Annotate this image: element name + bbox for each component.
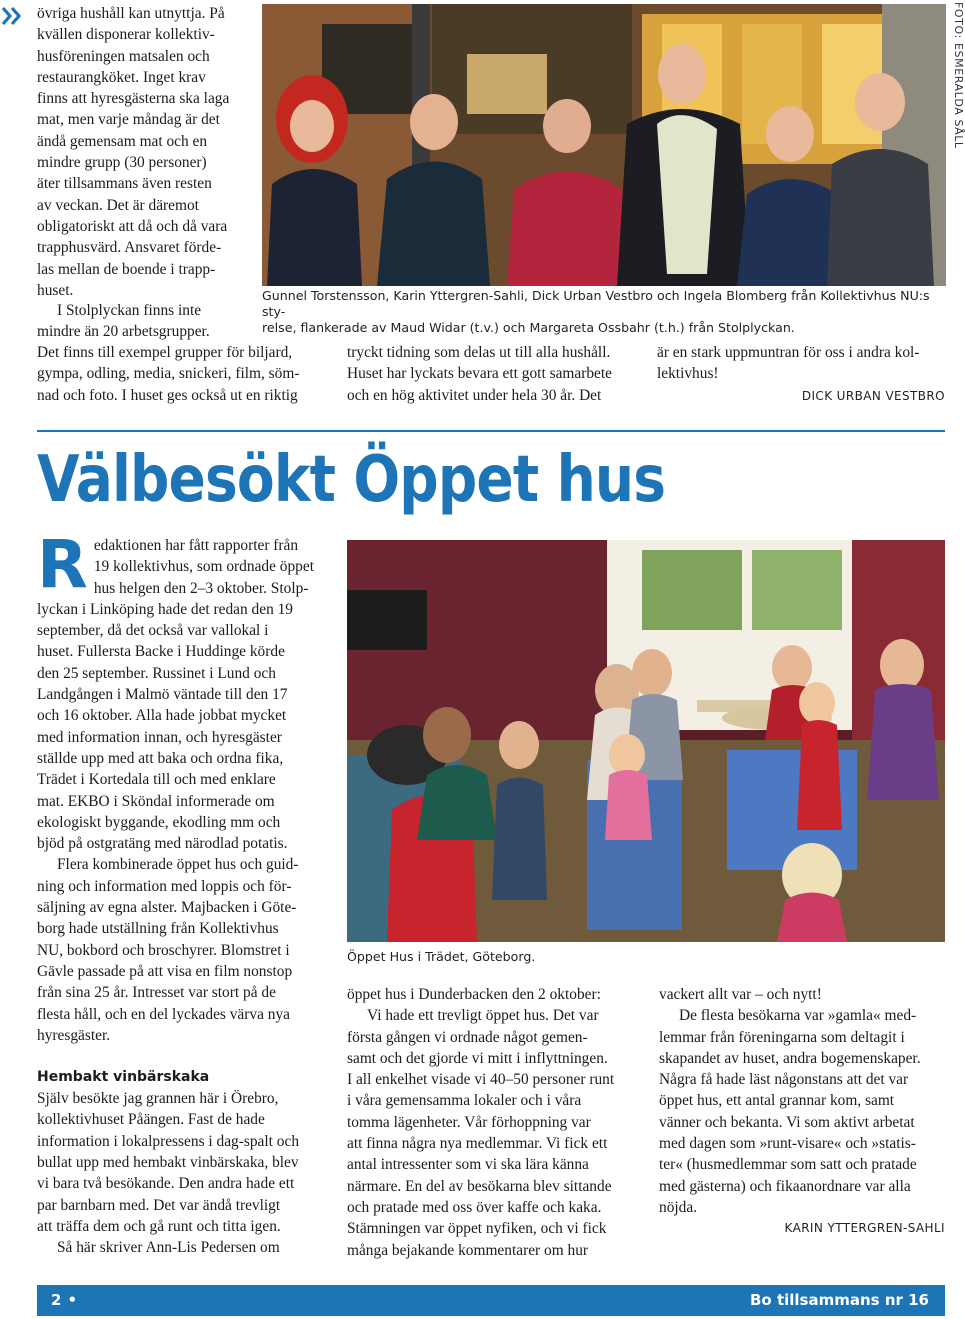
text-line: nöjda. (659, 1198, 698, 1216)
text-line: säljning av egna alster. Majbacken i Göte- (37, 899, 297, 917)
text-line: lyckan i Linköping hade det redan den 19 (37, 600, 294, 618)
text-line: är en stark uppmuntran för oss i andra kol- (657, 344, 920, 361)
text-line: trapphusvärd. Ansvaret förde- (37, 239, 222, 257)
text-line: edaktionen har fått rapporter från (93, 537, 299, 554)
text-line: tryckt tidning som delas ut till alla hushåll. (347, 344, 611, 361)
text-line: vackert allt var – och nytt! (659, 986, 822, 1003)
text-line: från sina 25 år. Intresset var stort på de (37, 984, 276, 1002)
text-line: ter« (husmedlemmar som satt och pratade (659, 1156, 917, 1174)
text-line: Flera kombinerade öppet hus och guid- (57, 856, 299, 874)
text-line: med gästerna) och fikaanordnare var alla (659, 1177, 911, 1195)
page-number: 2 (51, 1291, 62, 1309)
text-line: i våra gemensamma lokaler och i våra (347, 1092, 582, 1110)
top-col1-lines (37, 3, 243, 301)
text-line: med dagen som »runt-visare« och »statis- (659, 1135, 916, 1153)
top-col2-lines (347, 342, 642, 406)
group-photo-caption (262, 288, 946, 336)
headline-rule (37, 430, 945, 432)
group-photo-caption-line-1: Gunnel Torstensson, Karin Yttergren-Sahli, Dick Urban Vestbro och Ingela Blomberg från Kollektivhus NU:s sty- (262, 288, 930, 319)
text-line: ändå gemensam mat och en (37, 132, 208, 150)
text-line: Vi hade ett trevligt öppet hus. Det var (367, 1007, 599, 1025)
text-line: med information innan, och hyresgäster (37, 728, 282, 746)
top-col1-wide-lines (37, 342, 327, 406)
text-line: huset. Fullersta Backe i Huddinge körde (37, 643, 285, 661)
article-column-3 (659, 984, 945, 1218)
text-line: borg hade utställning från Kollektivhus (37, 920, 279, 938)
text-line: vänner och bekanta. Vi som aktivt arbetat (659, 1113, 915, 1131)
article-column-1 (37, 526, 323, 1259)
text-line: I Stolplyckan finns inte (57, 302, 202, 319)
top-col3-lines (657, 342, 947, 385)
article-col2-paragraph-2 (347, 1005, 634, 1261)
drop-cap: R (37, 526, 88, 603)
article-col1-paragraph-4: Så här skriver Ann-Lis Pedersen om (57, 1239, 280, 1257)
text-line: I all enkelhet visade vi 40–50 personer runt (347, 1071, 615, 1089)
text-line: gympa, odling, media, snickeri, film, söm- (37, 365, 300, 383)
text-line: Huset har lyckats bevara ett gott samarbete (347, 365, 612, 383)
text-line: Landgången i Malmö väntade till den 17 (37, 686, 288, 704)
article-col1-paragraph-2 (37, 854, 323, 1046)
text-line: husföreningen matsalen och (37, 47, 210, 65)
text-line: lektivhus! (657, 365, 719, 383)
text-line: 19 kollektivhus, som ordnade öppet (93, 558, 314, 576)
text-line: och 16 oktober. Alla hade jobbat mycket (37, 707, 287, 725)
text-line: att träffa dem och gå runt och titta igen. (37, 1217, 281, 1235)
text-line: Stämningen var öppet nyfiken, och vi fick (347, 1220, 607, 1238)
page-footer (37, 1285, 945, 1316)
text-line: par barnbarn med. Det var ändå trevligt (37, 1196, 281, 1214)
text-line: kollektivhuset Påängen. Fast de hade (37, 1111, 265, 1129)
text-line: att finna några nya medlemmar. Vi fick ett (347, 1135, 608, 1153)
text-line: huset. (37, 281, 74, 299)
text-line: Trädet i Kortedala till och med enklare (37, 771, 276, 789)
text-line: övriga hushåll kan utnyttja. På (37, 5, 225, 22)
top-column-1 (37, 3, 243, 301)
text-line: ställde upp med att baka och ordna fika, (37, 749, 284, 767)
text-line: äter tillsammans även resten (37, 175, 212, 193)
top-column-3 (657, 342, 947, 385)
text-line: mindre än 20 arbetsgrupper. (37, 323, 210, 341)
article-byline: KARIN YTTERGREN-SAHLI (784, 1221, 945, 1235)
text-line: mat, men varje måndag är det (37, 111, 220, 129)
text-line: öppet hus, ett antal grannar kom, samt (659, 1092, 895, 1110)
text-line: hyresgäster. (37, 1026, 111, 1044)
text-line: skapandet av huset, andra bogemenskaper. (659, 1049, 921, 1067)
text-line: restaurangköket. Inget krav (37, 68, 206, 86)
open-house-photo-caption: Öppet Hus i Trädet, Göteborg. (347, 949, 536, 964)
top-byline: DICK URBAN VESTBRO (801, 389, 945, 403)
open-house-photo (347, 540, 945, 942)
text-line: Det finns till exempel grupper för biljard, (37, 344, 293, 361)
text-line: samt och det gjorde vi mitt i inflyttningen. (347, 1049, 608, 1067)
text-line: NU, bokbord och broschyrer. Blomstret i (37, 941, 290, 959)
text-line: obligatoriskt att då och då vara (37, 217, 228, 235)
text-line: många bejakande kommentarer om hur (347, 1241, 589, 1259)
magazine-issue: Bo tillsammans nr 16 (750, 1291, 929, 1309)
text-line: mindre grupp (30 personer) (37, 154, 207, 172)
text-line: ning och information med loppis och för- (37, 877, 292, 895)
text-line: bjöd på ostgratäng med närodlad potatis. (37, 835, 288, 853)
top-column-2 (347, 342, 642, 406)
text-line: och pratade med oss över kaffe och kaka. (347, 1198, 602, 1216)
group-photo (262, 4, 946, 286)
article-subhead: Hembakt vinbärskaka (37, 1069, 210, 1086)
text-line: Några få hade läst någonstans att det var (659, 1071, 909, 1089)
text-line: hus helgen den 2–3 oktober. Stolp- (93, 579, 309, 597)
text-line: lemmar från föreningarna som deltagit i (659, 1028, 905, 1046)
text-line: närmare. En del av besökarna blev sittande (347, 1177, 612, 1195)
text-line: ekologiskt byggande, ekodling mm och (37, 813, 281, 831)
text-line: och en hög aktivitet under hela 30 år. Det (347, 386, 602, 404)
photo-credit: FOTO: ESMERALDA SÅLL (952, 2, 965, 149)
text-line: första gången vi ordnade något gemen- (347, 1028, 588, 1046)
article-col1-paragraph-3 (37, 1088, 323, 1237)
text-line: information i lokalpressens i dag-spalt och (37, 1132, 300, 1150)
article-col3-paragraph-2 (659, 1005, 945, 1218)
text-line: av veckan. Det är däremot (37, 196, 199, 214)
text-line: las mellan de boende i trapp- (37, 260, 216, 278)
text-line: den 25 september. Russinet i Lund och (37, 664, 276, 682)
text-line: öppet hus i Dunderbacken den 2 oktober: (347, 986, 601, 1003)
text-line: antal intressenter som vi ska lära känna (347, 1156, 589, 1174)
double-chevron-right-icon (0, 4, 28, 32)
text-line: De flesta besökarna var »gamla« med- (679, 1007, 917, 1025)
text-line: kvällen disponerar kollektiv- (37, 26, 215, 44)
top-column-1-wide (37, 342, 327, 406)
page-number-group (51, 1291, 77, 1309)
text-line: Gävle passade på att visa en film nonstop (37, 962, 293, 980)
text-line: nad och foto. I huset ges också ut en riktig (37, 386, 298, 404)
text-line: tomma lägenheter. Vår förhoppning var (347, 1113, 591, 1131)
footer-bullet: • (67, 1291, 78, 1309)
text-line: mat. EKBO i Sköndal informerade om (37, 792, 275, 810)
article-headline: Välbesökt Öppet hus (37, 443, 666, 517)
text-line: vi bara två besökande. Den andra hade ett (37, 1175, 295, 1193)
text-line: flesta håll, och en del lyckades värva nya (37, 1005, 290, 1023)
text-line: Själv besökte jag grannen här i Örebro, (37, 1090, 279, 1108)
text-line: finns att hyresgästerna ska laga (37, 90, 230, 108)
top-column-1-continued (37, 300, 243, 343)
article-col1-lines (37, 599, 323, 855)
top-col1-continued-lines (37, 300, 243, 343)
article-col3-lines (659, 984, 945, 1005)
article-col2-lines (347, 984, 634, 1005)
group-photo-caption-line-2: relse, flankerade av Maud Widar (t.v.) och Margareta Ossbahr (t.h.) från Stolplyckan. (262, 320, 795, 335)
text-line: september, då det också var vallokal i (37, 622, 269, 640)
article-column-2 (347, 984, 634, 1261)
text-line: bullat upp med hembakt vinbärskaka, blev (37, 1154, 299, 1172)
